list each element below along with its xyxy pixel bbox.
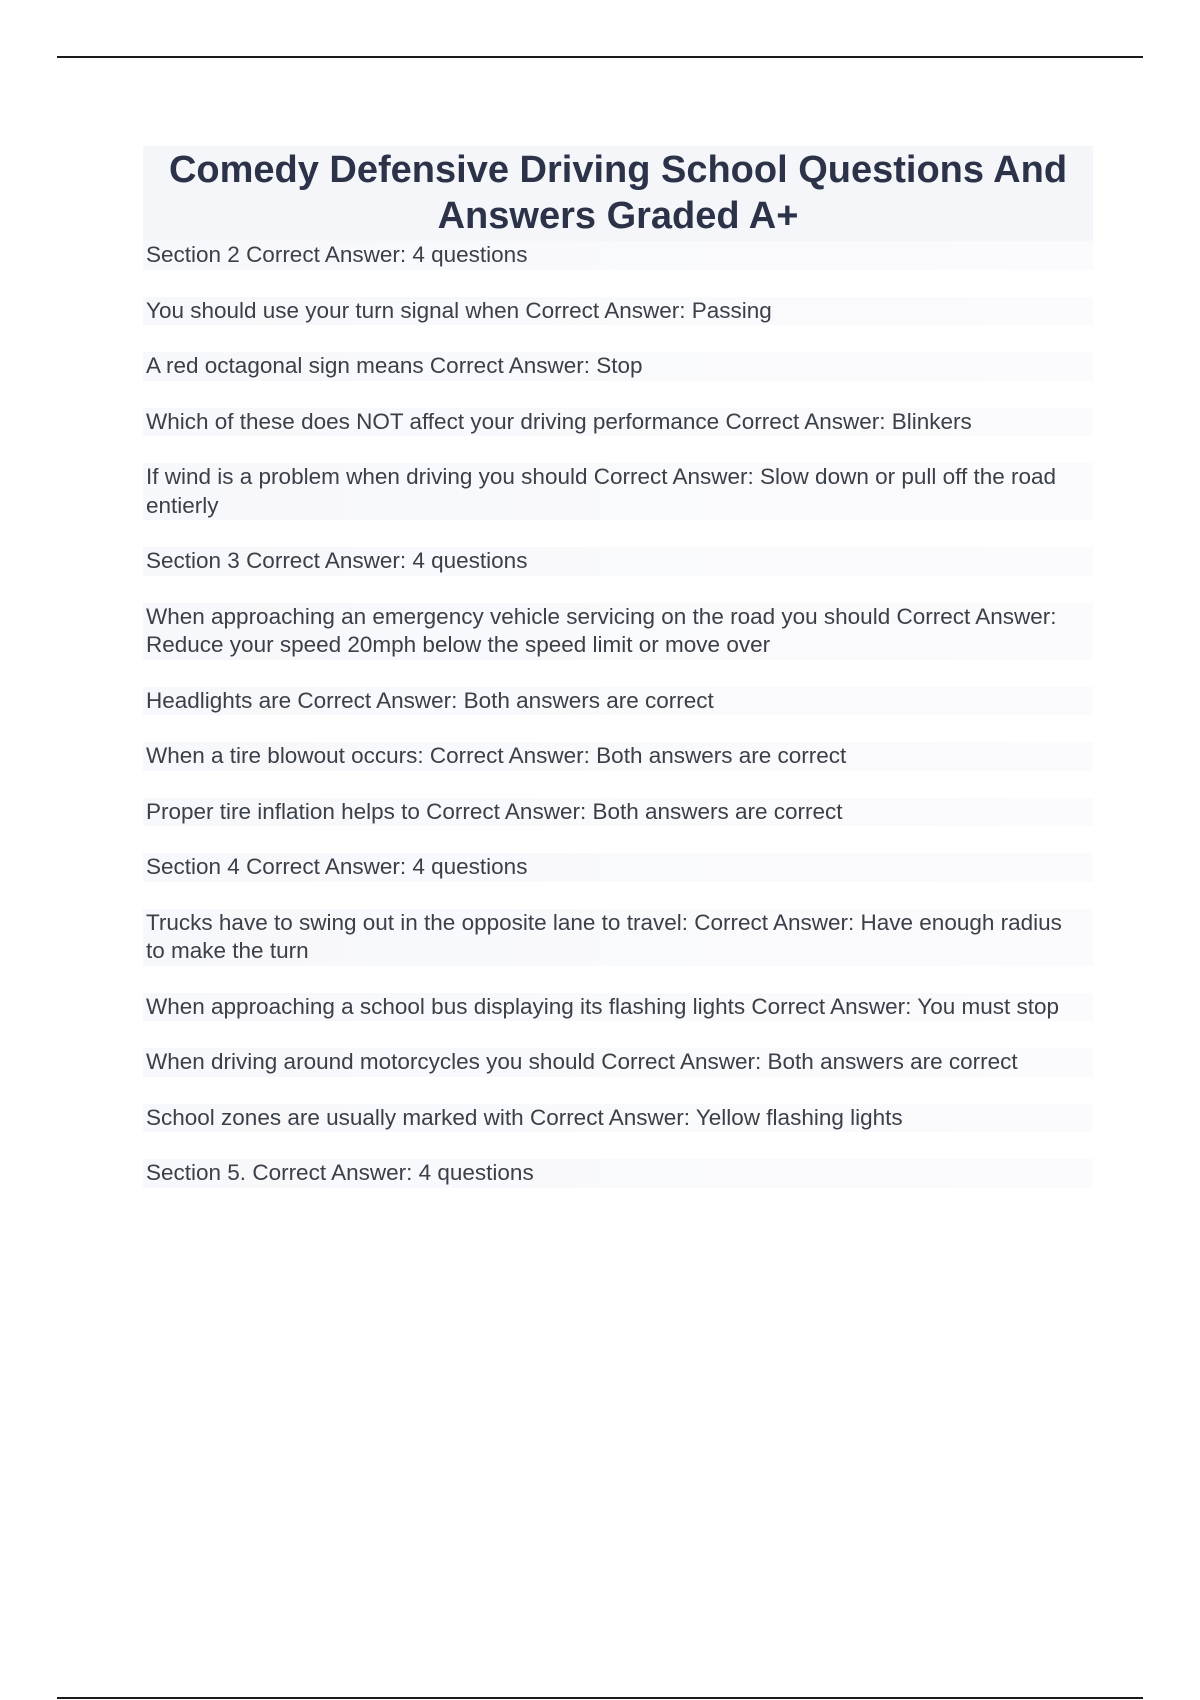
qa-item: Which of these does NOT affect your driving performance Correct Answer: Blinkers xyxy=(143,408,1093,437)
qa-item: Headlights are Correct Answer: Both answers are correct xyxy=(143,687,1093,716)
bottom-rule xyxy=(57,1697,1143,1699)
document-title: Comedy Defensive Driving School Questions And Answers Graded A+ xyxy=(168,149,1068,237)
qa-item: When a tire blowout occurs: Correct Answer: Both answers are correct xyxy=(143,742,1093,771)
top-rule xyxy=(57,56,1143,58)
qa-item: You should use your turn signal when Correct Answer: Passing xyxy=(143,297,1093,326)
document-body xyxy=(143,146,1093,1215)
qa-item: Section 3 Correct Answer: 4 questions xyxy=(143,547,1093,576)
qa-item: If wind is a problem when driving you should Correct Answer: Slow down or pull off the road entierly xyxy=(143,463,1093,520)
qa-item: When approaching an emergency vehicle servicing on the road you should Correct Answer: Reduce your speed 20mph below the speed limit or move over xyxy=(143,603,1093,660)
qa-item: Proper tire inflation helps to Correct Answer: Both answers are correct xyxy=(143,798,1093,827)
qa-item: Section 4 Correct Answer: 4 questions xyxy=(143,853,1093,882)
qa-item: School zones are usually marked with Correct Answer: Yellow flashing lights xyxy=(143,1104,1093,1133)
title-block xyxy=(143,146,1093,241)
qa-list xyxy=(143,241,1093,1188)
qa-item: When driving around motorcycles you should Correct Answer: Both answers are correct xyxy=(143,1048,1093,1077)
qa-item: Trucks have to swing out in the opposite lane to travel: Correct Answer: Have enough radius to make the turn xyxy=(143,909,1093,966)
qa-item: Section 2 Correct Answer: 4 questions xyxy=(143,241,1093,270)
qa-item: Section 5. Correct Answer: 4 questions xyxy=(143,1159,1093,1188)
qa-item: When approaching a school bus displaying its flashing lights Correct Answer: You must stop xyxy=(143,993,1093,1022)
qa-item: A red octagonal sign means Correct Answer: Stop xyxy=(143,352,1093,381)
